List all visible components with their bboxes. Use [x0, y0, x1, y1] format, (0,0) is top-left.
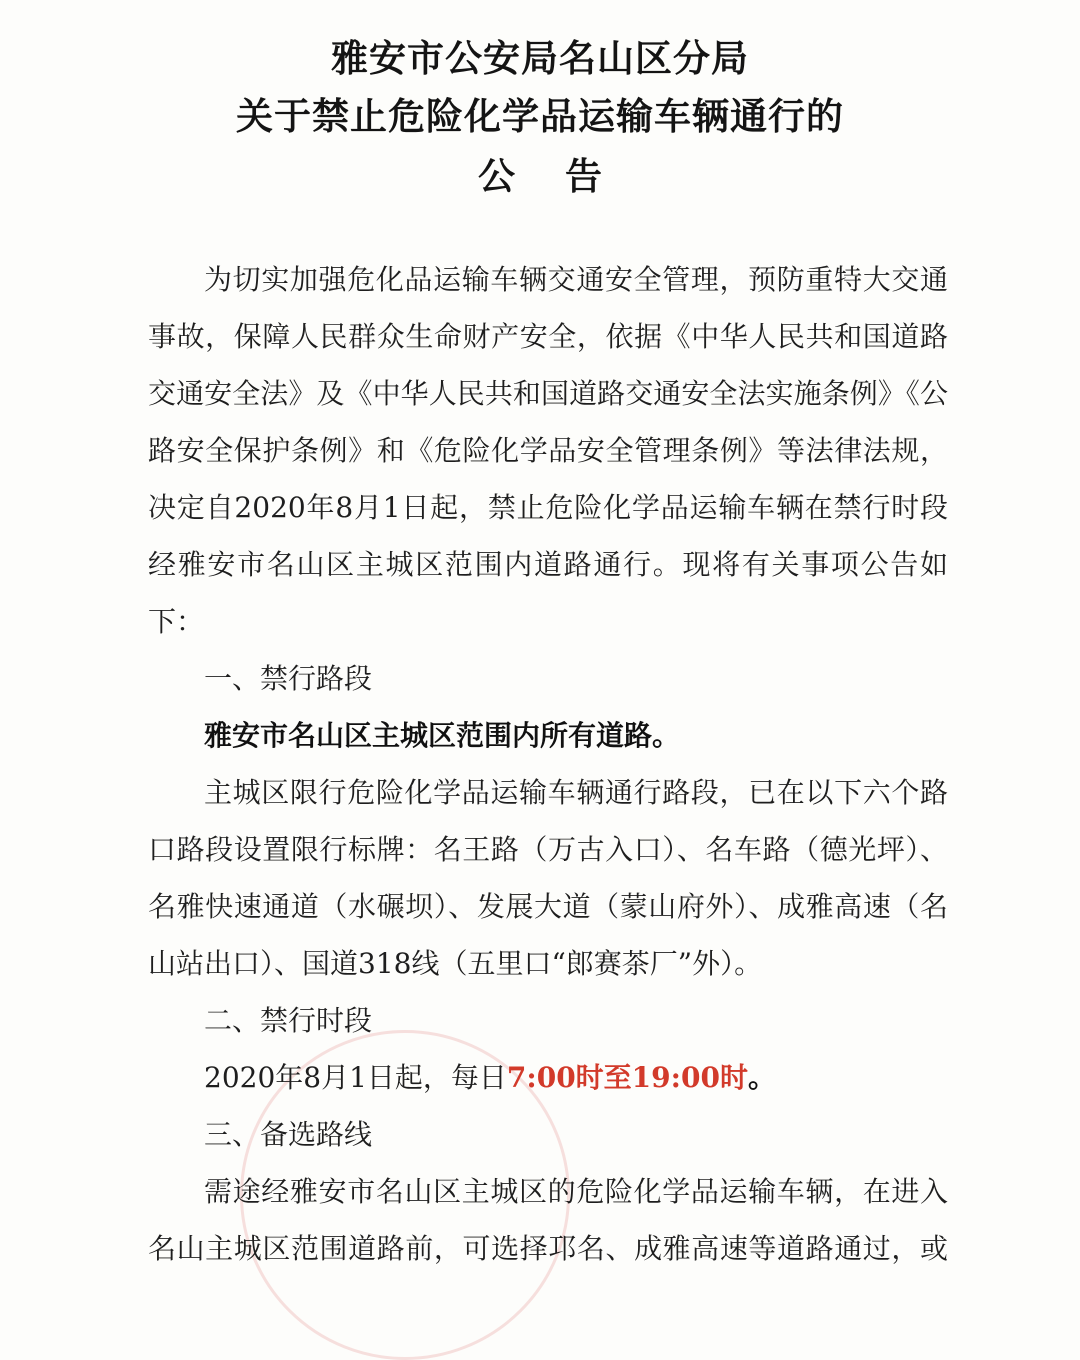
restricted-hours-text	[204, 1060, 948, 1096]
restricted-hours-period: 。	[747, 1061, 776, 1094]
restricted-roads-line: 口路段设置限行标牌：名王路（万古入口）、名车路（德光坪）、	[148, 833, 948, 866]
title-line-1: 雅安市公安局名山区分局	[331, 37, 749, 80]
intro-line: 路安全保护条例》和《危险化学品安全管理条例》等法律法规，	[148, 434, 948, 467]
intro-line: 下：	[148, 605, 205, 638]
restricted-roads-line: 名雅快速通道（水碾坝）、发展大道（蒙山府外）、成雅高速（名	[148, 890, 948, 923]
section-heading-restricted-hours: 二、禁行时段	[204, 1004, 373, 1037]
intro-line: 为切实加强危化品运输车辆交通安全管理，预防重特大交通	[204, 263, 948, 296]
restricted-hours-date: 2020年8月1日起，每日	[204, 1061, 507, 1094]
alternate-routes-line: 需途经雅安市名山区主城区的危险化学品运输车辆，在进入	[204, 1175, 948, 1208]
restricted-hours-time-range: 7:00时至19:00时	[506, 1061, 748, 1094]
intro-line: 事故，保障人民群众生命财产安全，依据《中华人民共和国道路	[148, 320, 948, 353]
restricted-roads-line: 主城区限行危险化学品运输车辆通行路段，已在以下六个路	[204, 776, 948, 809]
title-line-2: 关于禁止危险化学品运输车辆通行的	[236, 95, 844, 138]
alternate-routes-line: 名山主城区范围道路前，可选择邛名、成雅高速等道路通过，或	[148, 1232, 948, 1265]
restricted-roads-line: 山站出口）、国道318线（五里口“郎赛茶厂”外）。	[148, 947, 763, 980]
section-heading-restricted-roads: 一、禁行路段	[204, 662, 373, 695]
intro-line: 决定自2020年8月1日起，禁止危险化学品运输车辆在禁行时段	[148, 491, 948, 524]
title-line-3: 公告	[478, 155, 652, 198]
section-heading-alternate-routes: 三、备选路线	[204, 1118, 373, 1151]
intro-line: 经雅安市名山区主城区范围内道路通行。现将有关事项公告如	[148, 548, 948, 581]
restricted-roads-summary: 雅安市名山区主城区范围内所有道路。	[204, 719, 681, 752]
intro-line: 交通安全法》及《中华人民共和国道路交通安全法实施条例》《公	[148, 377, 948, 410]
